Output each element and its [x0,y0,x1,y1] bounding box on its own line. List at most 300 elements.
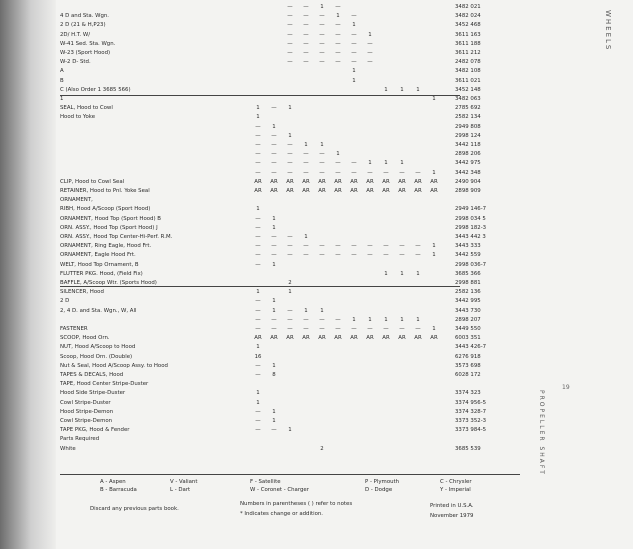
quantity-cell: — [255,252,261,259]
quantity-cell: — [335,59,341,66]
quantity-cell: — [367,252,373,259]
quantity-cell: — [319,160,325,167]
quantity-cell: — [255,215,261,222]
quantity-cell: — [287,22,293,29]
quantity-cell: AR [302,188,310,194]
part-number: 3442 348 [455,169,481,176]
table-row [0,224,520,233]
part-number: 3442 975 [455,160,481,167]
quantity-cell: 1 [256,114,260,121]
table-row [0,205,520,214]
table-row [0,159,520,168]
quantity-cell: AR [318,188,326,194]
table-row [0,196,520,205]
table-row [0,31,520,40]
quantity-cell: 1 [352,316,356,323]
quantity-cell: 1 [272,307,276,314]
table-row [0,67,520,76]
table-row [0,123,520,132]
quantity-cell: — [303,13,309,20]
quantity-cell: — [303,160,309,167]
quantity-cell: 1 [304,142,308,148]
quantity-cell: — [335,22,341,29]
part-number: 3482 024 [455,13,481,20]
quantity-cell: — [415,243,421,250]
table-row [0,3,520,12]
quantity-cell: 1 [416,316,420,323]
quantity-cell: — [287,160,293,167]
part-description: Parts Required [60,436,100,443]
table-row [0,399,520,408]
quantity-cell: 1 [352,68,356,75]
quantity-cell: — [287,40,293,47]
table-row [0,426,520,435]
quantity-cell: 1 [256,105,260,112]
quantity-cell: — [287,326,293,332]
part-number: 2998 036-7 [455,261,487,268]
table-row [0,77,520,86]
part-description: Scoop, Hood Orn. (Double) [60,353,133,360]
quantity-cell: 1 [320,142,324,148]
quantity-cell: AR [302,335,310,342]
quantity-cell: — [255,234,261,240]
quantity-cell: — [255,326,261,332]
quantity-cell: — [255,427,261,434]
quantity-cell: — [287,31,293,38]
quantity-cell: — [319,151,325,158]
quantity-cell: — [255,169,261,176]
sidebar-catalog: PROPELLER SHAFT [538,390,545,476]
quantity-cell: — [335,160,341,167]
quantity-cell: AR [430,188,438,194]
quantity-cell: 1 [400,160,404,167]
quantity-cell: — [287,142,293,148]
quantity-cell: AR [398,335,406,342]
quantity-cell: — [335,31,341,38]
quantity-cell: — [255,261,261,268]
part-description: ORN. ASSY., Hood Top Center-Hi-Perf. R.M. [60,234,173,240]
quantity-cell: AR [382,178,390,185]
quantity-cell: — [287,307,293,314]
table-row [0,353,520,362]
quantity-cell: 1 [304,234,308,240]
quantity-cell: — [335,252,341,259]
quantity-cell: — [255,307,261,314]
quantity-cell: 1 [368,160,372,167]
part-number: 3374 328-7 [455,408,487,415]
quantity-cell: — [351,243,357,250]
quantity-cell: AR [430,335,438,342]
table-row [0,380,520,389]
table-row [0,307,520,316]
quantity-cell: — [303,316,309,323]
quantity-cell: AR [254,188,262,194]
quantity-cell: — [255,408,261,415]
quantity-cell: — [255,316,261,323]
table-row [0,141,520,150]
quantity-cell: — [255,123,261,130]
table-row [0,187,520,196]
quantity-cell: — [383,326,389,332]
quantity-cell: — [287,13,293,20]
part-number: 3611 163 [455,31,481,38]
table-row [0,371,520,380]
quantity-cell: AR [254,178,262,185]
quantity-cell: 1 [384,160,388,167]
part-description: BAFFLE, A/Scoop Wtr. (Sports Hood) [60,280,157,286]
part-number: 3452 148 [455,86,481,93]
quantity-cell: 1 [352,77,356,84]
change-note: * Indicates change or addition. [240,511,324,517]
quantity-cell: 1 [304,307,308,314]
part-description: Cowl Stripe-Demon [60,418,113,424]
part-description: ORN. ASSY., Hood Top (Sport Hood) J [60,224,158,231]
quantity-cell: 1 [384,86,388,93]
quantity-cell: 1 [256,289,260,296]
table-row [0,132,520,141]
quantity-cell: — [351,252,357,259]
print-date: November 1979 [430,513,474,519]
sidebar-title: WHEELS [604,10,612,52]
quantity-cell: 1 [320,4,324,10]
section-rule-top [60,95,460,96]
part-number: 3685 366 [455,270,481,277]
quantity-cell: — [335,169,341,176]
legend-item: F - Satellite [250,479,281,485]
quantity-cell: — [351,326,357,332]
quantity-cell: 1 [272,224,276,231]
quantity-cell: — [255,418,261,424]
quantity-cell: — [287,59,293,66]
part-description: W-41 Sed. Sta. Wgn. [60,40,116,47]
quantity-cell: 1 [432,96,436,102]
quantity-cell: — [271,160,277,167]
legend-item: B - Barracuda [100,487,137,493]
part-description: 4 D and Sta. Wgn. [60,13,110,20]
quantity-cell: AR [350,335,358,342]
part-description: ORNAMENT, Hood Top (Sport Hood) B [60,215,161,222]
section-rule-bottom [60,286,460,287]
quantity-cell: 1 [400,316,404,323]
quantity-cell: AR [382,335,390,342]
quantity-cell: — [351,40,357,47]
quantity-cell: 1 [368,31,372,38]
quantity-cell: AR [414,335,422,342]
part-description: A [60,68,64,75]
quantity-cell: 1 [400,86,404,93]
quantity-cell: 1 [336,13,340,20]
quantity-cell: — [271,132,277,139]
part-description: WELT, Hood Top Ornament, B [60,261,139,268]
quantity-cell: AR [350,188,358,194]
quantity-cell: AR [334,188,342,194]
part-number: 3442 559 [455,252,481,259]
quantity-cell: — [271,252,277,259]
quantity-cell: — [351,160,357,167]
part-description: 2D/ H.T. W/ [60,31,91,38]
quantity-cell: — [415,169,421,176]
quantity-cell: — [319,316,325,323]
quantity-cell: 1 [432,326,436,332]
quantity-cell: — [303,326,309,332]
quantity-cell: — [335,326,341,332]
part-description: Hood Side Stripe-Duster [60,390,126,397]
quantity-cell: — [399,243,405,250]
quantity-cell: — [335,316,341,323]
table-row [0,362,520,371]
part-number: 3482 021 [455,4,481,10]
quantity-cell: AR [318,335,326,342]
legend-item: D - Dodge [365,487,393,493]
quantity-cell: — [351,50,357,56]
quantity-cell: — [255,142,261,148]
numbers-note: Numbers in parentheses ( ) refer to notes [240,501,353,507]
quantity-cell: — [335,4,341,10]
quantity-cell: — [255,372,261,378]
table-row [0,417,520,426]
part-description: 2 D (21 & H,P23) [60,22,106,29]
legend-right [365,478,399,494]
part-number: 3573 698 [455,362,481,369]
table-row [0,288,520,297]
quantity-cell: — [271,234,277,240]
quantity-cell: — [303,151,309,158]
quantity-cell: — [287,151,293,158]
quantity-cell: 1 [256,344,260,351]
quantity-cell: — [415,252,421,259]
part-number: 3374 323 [455,390,481,397]
quantity-cell: — [303,243,309,250]
part-number: 6276 918 [455,353,481,360]
part-description: SCOOP, Hood Orn. [60,335,110,342]
quantity-cell: AR [366,188,374,194]
part-number: 2482 078 [455,59,481,66]
quantity-cell: 1 [288,132,292,139]
part-number: 2949 808 [455,123,481,130]
quantity-cell: 1 [272,418,276,424]
quantity-cell: 1 [400,270,404,277]
quantity-cell: — [319,59,325,66]
table-row [0,334,520,343]
legend-far-right [440,478,472,494]
part-number: 3442 995 [455,298,481,305]
table-row [0,12,520,21]
quantity-cell: — [319,22,325,29]
part-description: 1 [60,96,64,102]
quantity-cell: — [303,252,309,259]
quantity-cell: AR [334,178,342,185]
table-row [0,316,520,325]
quantity-cell: AR [414,178,422,185]
part-number: 2785 692 [455,105,481,112]
quantity-cell: 1 [288,289,292,296]
table-row [0,95,520,104]
part-description: Hood Stripe-Demon [60,408,114,415]
quantity-cell: — [351,169,357,176]
quantity-cell: 2 [288,280,292,286]
part-number: 3482 108 [455,68,481,75]
quantity-cell: — [367,169,373,176]
quantity-cell: AR [270,335,278,342]
quantity-cell: — [351,59,357,66]
table-row [0,21,520,30]
table-row [0,343,520,352]
quantity-cell: — [367,40,373,47]
part-number: 3442 118 [455,142,481,148]
quantity-cell: 1 [384,270,388,277]
quantity-cell: AR [270,178,278,185]
quantity-cell: 1 [352,22,356,29]
table-row [0,408,520,417]
legend-item: W - Coronet - Charger [250,487,309,493]
table-row [0,435,520,444]
quantity-cell: 1 [256,206,260,213]
quantity-cell: 1 [320,307,324,314]
part-number: 6028 172 [455,372,481,378]
quantity-cell: — [255,298,261,305]
part-description: RETAINER, Hood to Pnl. Yoke Seal [60,188,150,194]
table-row [0,58,520,67]
part-description: W-23 (Sport Hood) [60,50,111,56]
quantity-cell: — [367,243,373,250]
part-description: FLUTTER PKG. Hood, (Field Fix) [60,270,143,277]
part-number: 3685 539 [455,445,481,452]
quantity-cell: — [255,160,261,167]
quantity-cell: — [303,4,309,10]
table-row [0,325,520,334]
quantity-cell: — [367,326,373,332]
quantity-cell: 2 [320,445,324,452]
part-description: TAPES & DECALS, Hood [60,372,124,378]
quantity-cell: — [367,50,373,56]
quantity-cell: AR [350,178,358,185]
quantity-cell: 1 [272,408,276,415]
legend-item: A - Aspen [100,479,126,485]
quantity-cell: — [287,316,293,323]
part-number: 2998 182-3 [455,224,487,231]
quantity-cell: 16 [254,353,262,360]
table-row [0,49,520,58]
quantity-cell: — [303,22,309,29]
part-description: W-2 D- Std. [60,59,91,66]
quantity-cell: 1 [336,151,340,158]
part-number: 6003 351 [455,335,481,342]
part-number: 3611 021 [455,77,481,84]
table-row [0,251,520,260]
quantity-cell: — [271,316,277,323]
footer-rule [60,474,520,475]
part-number: 2998 124 [455,132,481,139]
quantity-cell: AR [286,178,294,185]
quantity-cell: — [319,13,325,20]
quantity-cell: — [287,4,293,10]
part-number: 3443 333 [455,243,481,250]
quantity-cell: — [287,243,293,250]
quantity-cell: 1 [272,123,276,130]
quantity-cell: — [255,132,261,139]
legend-item: Y - Imperial [440,487,471,493]
table-row [0,261,520,270]
part-number: 2582 136 [455,289,481,296]
quantity-cell: — [271,326,277,332]
quantity-cell: 1 [256,390,260,397]
part-description: ORNAMENT, Eagle Hood Frt. [60,252,136,259]
table-row [0,104,520,113]
quantity-cell: AR [366,335,374,342]
quantity-cell: — [271,151,277,158]
quantity-cell: AR [430,178,438,185]
table-row [0,86,520,95]
quantity-cell: — [287,234,293,240]
table-row [0,297,520,306]
table-row [0,113,520,122]
quantity-cell: — [303,169,309,176]
part-description: TAPE, Hood Center Stripe-Duster [60,381,149,388]
table-row [0,242,520,251]
quantity-cell: — [255,151,261,158]
quantity-cell: AR [414,188,422,194]
quantity-cell: AR [286,335,294,342]
part-description: RIBH, Hood A/Scoop (Sport Hood) [60,206,151,213]
legend-item: C - Chrysler [440,479,472,485]
table-row [0,445,520,454]
part-description: ORNAMENT, Ring Eagle, Hood Frt. [60,243,152,250]
quantity-cell: — [271,243,277,250]
quantity-cell: — [399,169,405,176]
quantity-cell: 8 [272,372,276,378]
quantity-cell: AR [318,178,326,185]
legend-item: V - Valiant [170,479,198,485]
quantity-cell: — [367,59,373,66]
quantity-cell: — [319,31,325,38]
quantity-cell: — [399,252,405,259]
legend-item: P - Plymouth [365,479,400,485]
quantity-cell: — [255,243,261,250]
quantity-cell: — [271,142,277,148]
quantity-cell: — [335,243,341,250]
part-number: 2998 881 [455,280,481,286]
quantity-cell: 1 [416,86,420,93]
quantity-cell: AR [302,178,310,185]
part-number: 3611 212 [455,50,481,56]
quantity-cell: 1 [432,169,436,176]
part-description: White [60,445,76,452]
quantity-cell: — [383,169,389,176]
quantity-cell: — [319,50,325,56]
quantity-cell: 1 [288,105,292,112]
printed-note: Printed in U.S.A. [430,503,474,509]
quantity-cell: — [383,252,389,259]
quantity-cell: 1 [368,316,372,323]
table-row [0,389,520,398]
part-number: 2898 207 [455,316,481,323]
quantity-cell: AR [254,335,262,342]
quantity-cell: — [287,169,293,176]
quantity-cell: — [415,326,421,332]
quantity-cell: — [303,31,309,38]
quantity-cell: — [255,362,261,369]
quantity-cell: 1 [272,215,276,222]
quantity-cell: AR [334,335,342,342]
quantity-cell: AR [382,188,390,194]
quantity-cell: — [319,252,325,259]
quantity-cell: — [271,169,277,176]
table-row [0,150,520,159]
part-description: FASTENER [60,326,88,332]
quantity-cell: 1 [384,316,388,323]
quantity-cell: — [351,13,357,20]
part-description: ORNAMENT, [60,197,93,204]
